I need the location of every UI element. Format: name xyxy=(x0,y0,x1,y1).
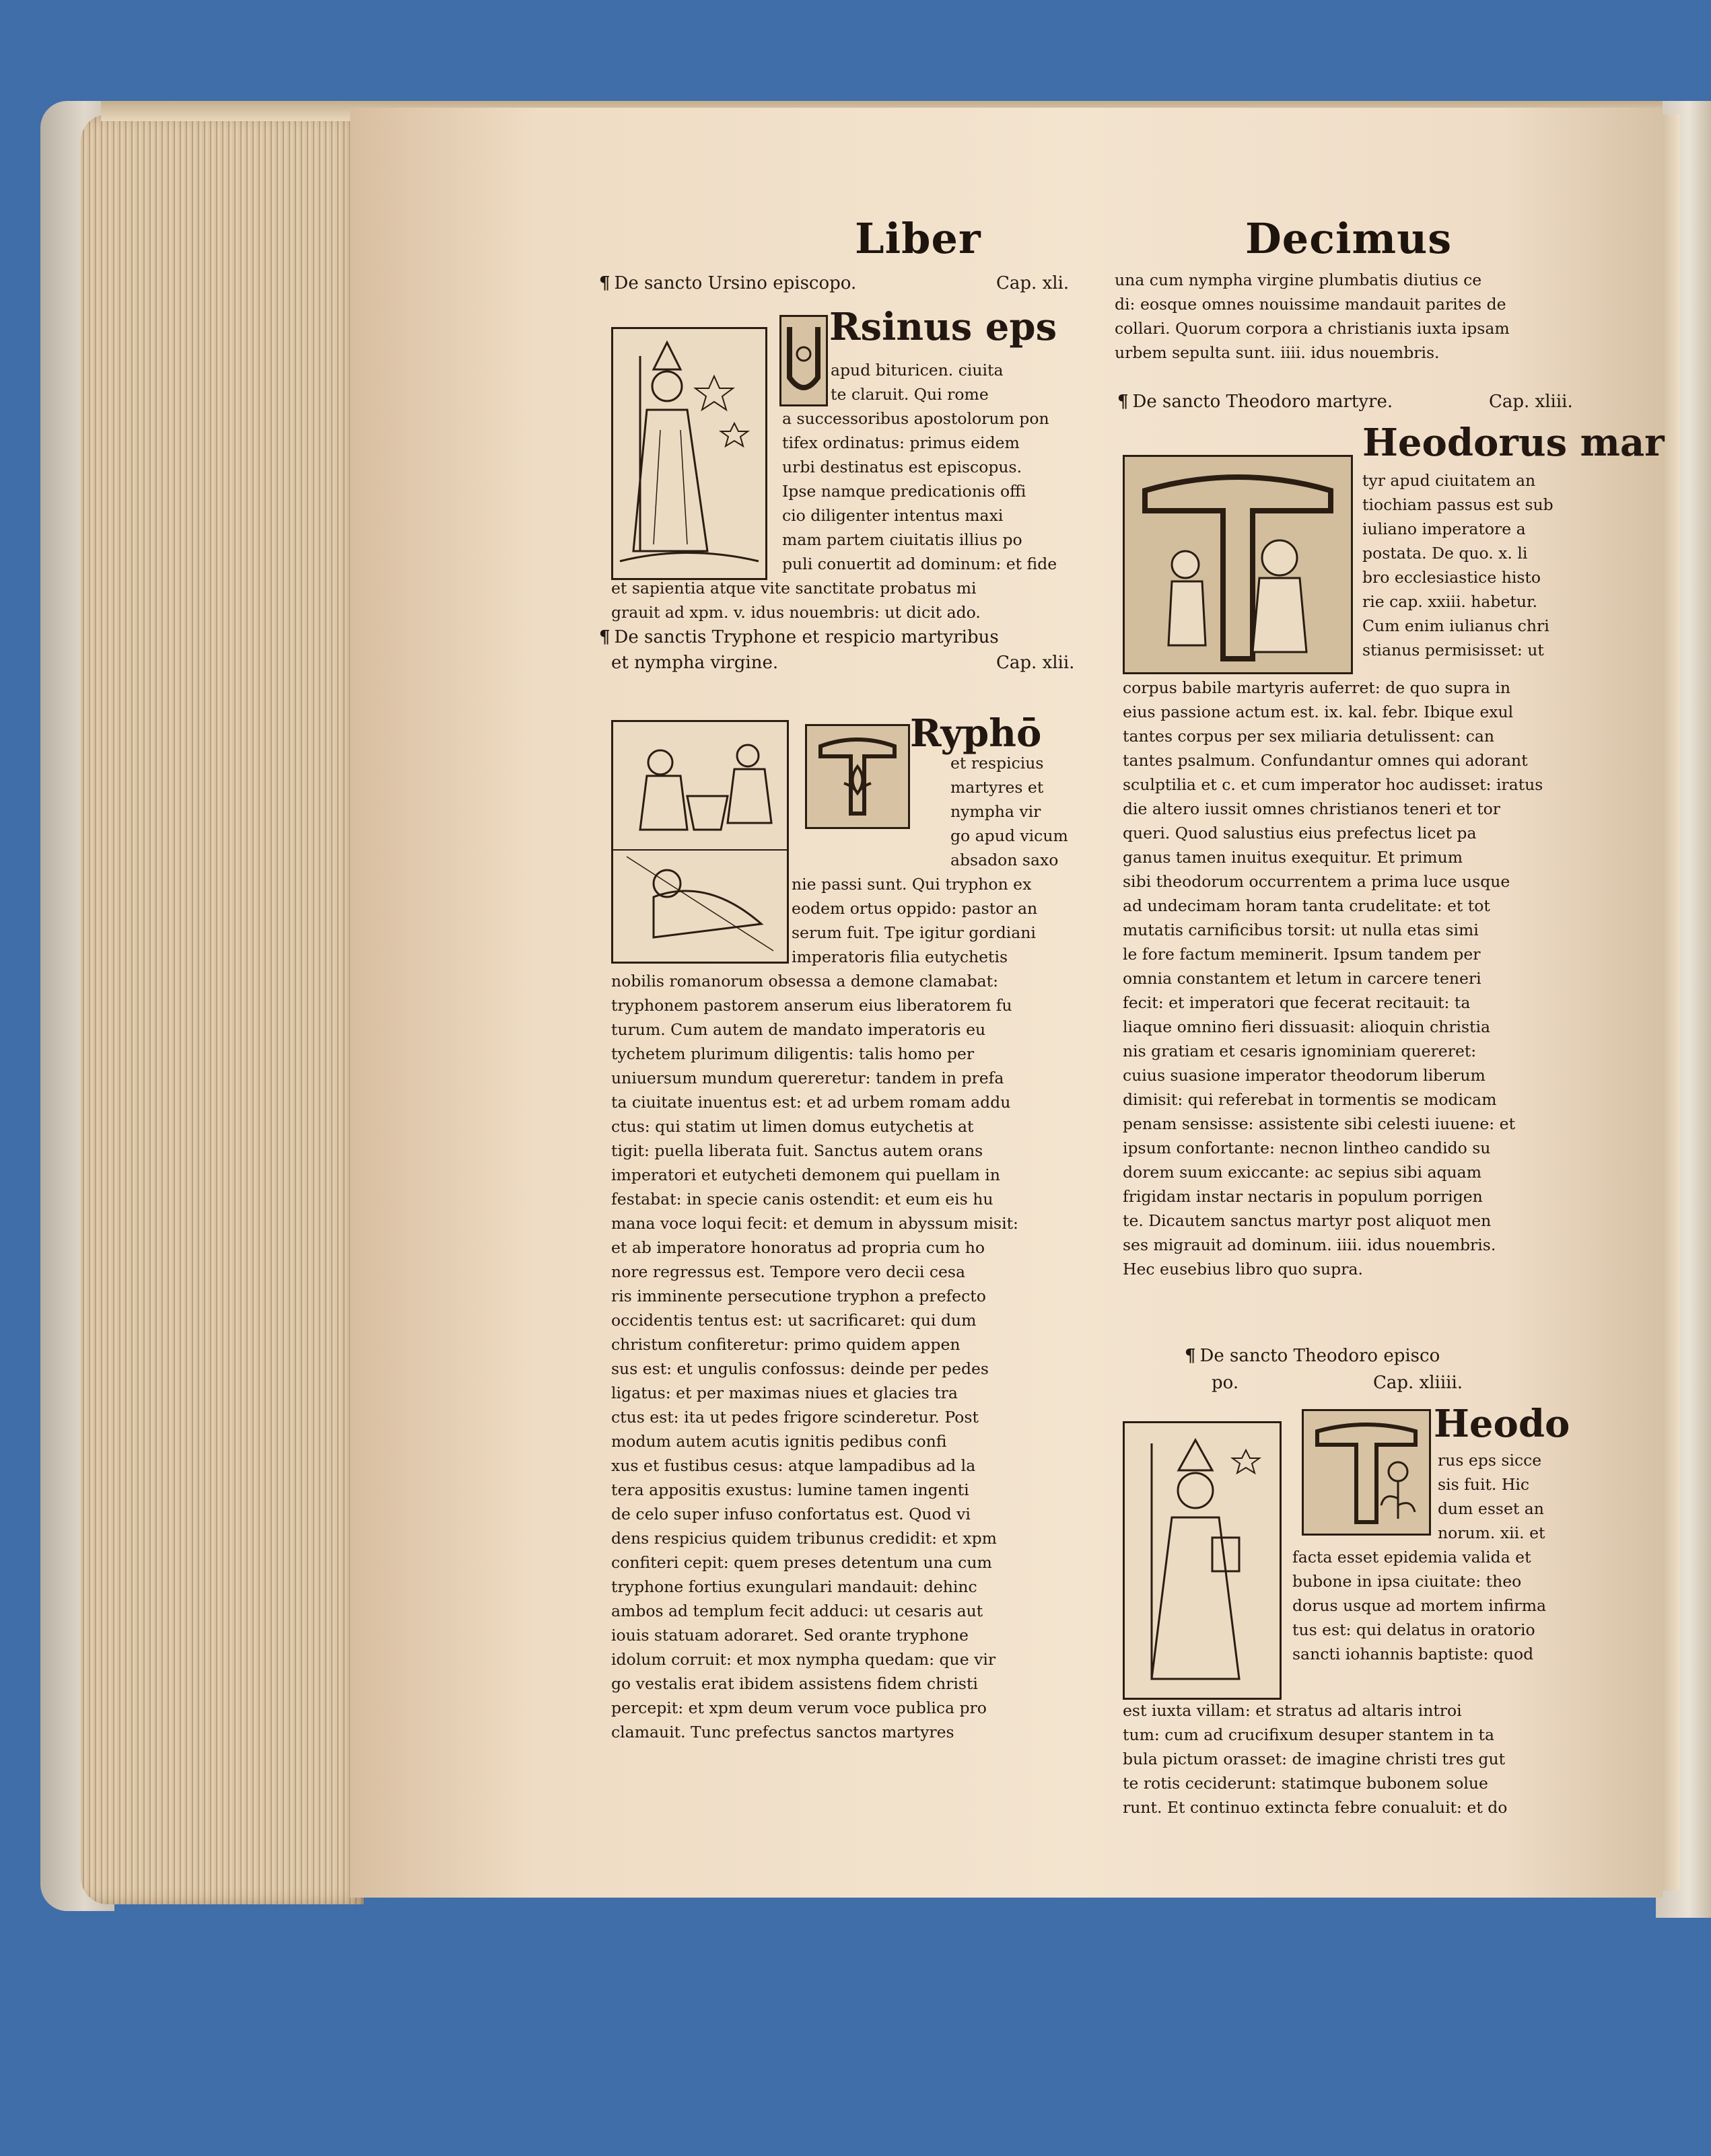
text-line: grauit ad xpm. v. idus nouembris: ut dicit ado. xyxy=(611,603,981,622)
text-line: ris imminente persecutione tryphon a prefecto xyxy=(611,1287,986,1305)
text-line: tantes psalmum. Confundantur omnes qui adorant xyxy=(1123,751,1528,770)
rubric-ch44-title-1: De sancto Theodoro episco xyxy=(1199,1346,1440,1366)
text-line: te rotis ceciderunt: statimque bubonem solue xyxy=(1123,1774,1488,1793)
text-line: nie passi sunt. Qui tryphon ex xyxy=(792,875,1032,894)
rubric-ch41-cap: Cap. xli. xyxy=(996,273,1070,293)
text-line: go vestalis erat ibidem assistens fidem christi xyxy=(611,1674,978,1693)
text-ch44-narrow xyxy=(1438,1448,1545,1545)
text-line: tus est: qui delatus in oratorio xyxy=(1292,1620,1535,1639)
text-line: bubone in ipsa ciuitate: theo xyxy=(1292,1572,1522,1591)
woodcut-initial-t-theodorus xyxy=(1123,455,1353,674)
opening-words-ch41: Rsinus eps xyxy=(829,305,1057,349)
bishop-figure-icon xyxy=(613,329,765,578)
text-line: ambos ad templum fecit adduci: ut cesaris aut xyxy=(611,1602,983,1620)
text-line: te. Dicautem sanctus martyr post aliquot men xyxy=(1123,1211,1492,1230)
text-line: sibi theodorum occurrentem a prima luce usque xyxy=(1123,872,1510,891)
text-line: sancti iohannis baptiste: quod xyxy=(1292,1645,1534,1663)
text-line: rie cap. xxiii. habetur. xyxy=(1362,592,1538,611)
text-line: tiochiam passus est sub xyxy=(1362,495,1553,514)
text-line: die altero iussit omnes christianos teneri et tor xyxy=(1123,799,1501,818)
text-line: eius passione actum est. ix. kal. febr. Ibique exul xyxy=(1123,703,1514,721)
text-line: urbem sepulta sunt. iiii. idus nouembris. xyxy=(1115,343,1440,362)
text-line: sis fuit. Hic xyxy=(1438,1475,1530,1494)
text-line: puli conuertit ad dominum: et fide xyxy=(782,554,1057,573)
bishop-with-book-icon xyxy=(1125,1423,1280,1698)
text-line: stianus permisisset: ut xyxy=(1362,641,1544,659)
text-line: Cum enim iulianus chri xyxy=(1362,616,1549,635)
text-line: mam partem ciuitatis illius po xyxy=(782,530,1022,549)
rubric-ch43 xyxy=(1117,389,1393,415)
text-line: et sapientia atque vite sanctitate probatus mi xyxy=(611,579,977,598)
text-line: Hec eusebius libro quo supra. xyxy=(1123,1260,1363,1279)
rubric-ch44-cap: Cap. xliiii. xyxy=(1373,1373,1463,1393)
text-line: postata. De quo. x. li xyxy=(1362,544,1528,563)
text-line: nis gratiam et cesaris ignominiam quereret: xyxy=(1123,1042,1477,1061)
text-line: dum esset an xyxy=(1438,1499,1544,1518)
text-line: urbi destinatus est episcopus. xyxy=(782,458,1022,476)
text-line: ta ciuitate inuentus est: et ad urbem romam addu xyxy=(611,1093,1011,1112)
text-ch44-mid xyxy=(1292,1545,1546,1666)
rubric-ch41-title: De sancto Ursino episcopo. xyxy=(614,273,857,293)
text-line: te claruit. Qui rome xyxy=(831,385,989,404)
text-line: tifex ordinatus: primus eidem xyxy=(782,433,1020,452)
text-line: di: eosque omnes nouissime mandauit parites de xyxy=(1115,295,1506,314)
text-line: tantes corpus per sex miliaria detulissent: can xyxy=(1123,727,1494,746)
text-line: sculptilia et c. et cum imperator hoc audisset: iratus xyxy=(1123,775,1543,794)
opening-words-ch44: Heodo xyxy=(1434,1402,1570,1446)
text-line: ligatus: et per maximas niues et glacies tra xyxy=(611,1384,958,1402)
text-line: tryphone fortius exungulari mandauit: dehinc xyxy=(611,1577,977,1596)
text-line: modum autem acutis ignitis pedibus confi xyxy=(611,1432,947,1451)
rubric-ch44 xyxy=(1185,1343,1440,1369)
text-line: nobilis romanorum obsessa a demone clamabat: xyxy=(611,972,999,991)
text-line: et ab imperatore honoratus ad propria cum ho xyxy=(611,1238,985,1257)
text-line: ganus tamen inuitus exequitur. Et primum xyxy=(1123,848,1463,867)
pilcrow-icon: ¶ xyxy=(599,273,610,293)
text-line: norum. xii. et xyxy=(1438,1523,1545,1542)
text-line: bro ecclesiastice histo xyxy=(1362,568,1541,587)
text-line: clamauit. Tunc prefectus sanctos martyres xyxy=(611,1723,954,1741)
pilcrow-icon: ¶ xyxy=(1185,1346,1196,1366)
text-line: cio diligenter intentus maxi xyxy=(782,506,1004,525)
text-line: collari. Quorum corpora a christianis iuxta ipsam xyxy=(1115,319,1510,338)
text-line: liaque omnino fieri dissuasit: alioquin christia xyxy=(1123,1017,1491,1036)
text-line: a successoribus apostolorum pon xyxy=(782,409,1049,428)
text-ch42-wide xyxy=(611,969,1018,1744)
text-line: corpus babile martyris auferret: de quo supra in xyxy=(1123,678,1511,697)
text-line: bula pictum orasset: de imagine christi tres gut xyxy=(1123,1750,1506,1768)
text-line: facta esset epidemia valida et xyxy=(1292,1548,1531,1567)
rubric-ch42-title-2: et nympha virgine. xyxy=(611,653,779,673)
pilcrow-icon: ¶ xyxy=(1117,392,1129,412)
running-head-left: Liber xyxy=(855,214,981,263)
text-line: percepit: et xpm deum verum voce publica pro xyxy=(611,1698,987,1717)
text-line: le fore factum meminerit. Ipsum tandem per xyxy=(1123,945,1481,964)
text-ch41 xyxy=(782,358,1057,576)
text-line: martyres et xyxy=(950,778,1044,797)
text-line: nore regressus est. Tempore vero decii cesa xyxy=(611,1262,965,1281)
text-line: omnia constantem et letum in carcere teneri xyxy=(1123,969,1481,988)
text-line: eodem ortus oppido: pastor an xyxy=(792,899,1038,918)
text-line: runt. Et continuo extincta febre conualuit: et do xyxy=(1123,1798,1508,1817)
text-line: dorus usque ad mortem infirma xyxy=(1292,1596,1546,1615)
text-line: tryphonem pastorem anserum eius liberatorem fu xyxy=(611,996,1012,1015)
page-fore-edges xyxy=(81,114,363,1904)
text-line: mana voce loqui fecit: et demum in abyssum misit: xyxy=(611,1214,1018,1233)
text-line: ipsum confortante: necnon lintheo candido su xyxy=(1123,1139,1491,1157)
text-line: serum fuit. Tpe igitur gordiani xyxy=(792,923,1036,942)
text-line: de celo super infuso confortatus est. Quod vi xyxy=(611,1505,971,1523)
text-line: festabat: in specie canis ostendit: et eum eis hu xyxy=(611,1190,993,1209)
rubric-ch42-cap: Cap. xlii. xyxy=(996,653,1075,673)
text-line: absadon saxo xyxy=(950,851,1059,869)
text-line: una cum nympha virgine plumbatis diutius ce xyxy=(1115,271,1482,289)
text-line: idolum corruit: et mox nympha quedam: que vir xyxy=(611,1650,996,1669)
woodcut-martyrdom xyxy=(611,720,789,964)
text-line: confiteri cepit: quem preses detentum una cum xyxy=(611,1553,992,1572)
text-line: christum confiteretur: primo quidem appen xyxy=(611,1335,961,1354)
rubric-ch42 xyxy=(599,624,999,650)
woodcut-saint-theodore-bishop xyxy=(1123,1421,1282,1700)
text-line: cuius suasione imperator theodorum liberum xyxy=(1123,1066,1486,1085)
historiated-initial-icon xyxy=(1125,457,1351,672)
text-line: sus est: et ungulis confossus: deinde per pedes xyxy=(611,1359,989,1378)
text-line: ad undecimam horam tanta crudelitate: et tot xyxy=(1123,896,1490,915)
running-head-right: Decimus xyxy=(1245,214,1453,263)
text-line: imperatori et eutycheti demonem qui puellam in xyxy=(611,1165,1000,1184)
text-ch42-narrow xyxy=(950,751,1068,872)
text-line: tigit: puella liberata fuit. Sanctus autem orans xyxy=(611,1141,983,1160)
text-line: turum. Cum autem de mandato imperatoris eu xyxy=(611,1020,986,1039)
rubric-ch42-title-1: De sanctis Tryphone et respicio martyribus xyxy=(614,627,999,647)
text-line: et respicius xyxy=(950,754,1044,772)
rubric-ch43-title: De sancto Theodoro martyre. xyxy=(1132,392,1393,412)
text-ch42-continuation xyxy=(1115,268,1510,365)
opening-words-ch43: Heodorus mar xyxy=(1362,421,1665,465)
text-line: iouis statuam adoraret. Sed orante tryphone xyxy=(611,1626,969,1645)
text-line: imperatoris filia eutychetis xyxy=(792,947,1008,966)
text-line: nympha vir xyxy=(950,802,1041,821)
fleur-initial-icon xyxy=(807,726,908,827)
initial-t-capital xyxy=(805,724,910,829)
text-ch44-wide xyxy=(1123,1698,1507,1820)
text-line: tychetem plurimum diligentis: talis homo per xyxy=(611,1044,975,1063)
text-ch43-wide xyxy=(1123,676,1543,1281)
text-line: occidentis tentus est: ut sacrificaret: qui dum xyxy=(611,1311,977,1330)
text-line: queri. Quod salustius eius prefectus licet pa xyxy=(1123,824,1477,842)
woodcut-saint-ursinus xyxy=(611,327,767,580)
text-line: go apud vicum xyxy=(950,826,1068,845)
rubric-ch43-cap: Cap. xliii. xyxy=(1489,392,1573,412)
text-line: ses migrauit ad dominum. iiii. idus nouembris. xyxy=(1123,1235,1496,1254)
text-line: uniuersum mundum quereretur: tandem in prefa xyxy=(611,1069,1004,1087)
text-line: penam sensisse: assistente sibi celesti iuuene: et xyxy=(1123,1114,1516,1133)
text-line: est iuxta villam: et stratus ad altaris introi xyxy=(1123,1701,1462,1720)
flower-initial-icon xyxy=(1304,1411,1429,1534)
text-line: dens respicius quidem tribunus credidit: et xpm xyxy=(611,1529,997,1548)
text-ch42-mid xyxy=(792,872,1037,969)
rubric-ch44-title-2: po. xyxy=(1212,1373,1239,1393)
pilcrow-icon: ¶ xyxy=(599,627,610,647)
text-line: mutatis carnificibus torsit: ut nulla etas simi xyxy=(1123,921,1479,939)
text-line: tera appositis exustus: lumine tamen ingenti xyxy=(611,1480,969,1499)
text-ch41-wide xyxy=(611,576,981,624)
text-line: tum: cum ad crucifixum desuper stantem in ta xyxy=(1123,1725,1494,1744)
text-line: Ipse namque predicationis offi xyxy=(782,482,1026,501)
text-line: ctus: qui statim ut limen domus eutychetis at xyxy=(611,1117,974,1136)
rubric-ch41 xyxy=(599,271,856,296)
text-line: fecit: et imperatori que fecerat recitauit: ta xyxy=(1123,993,1471,1012)
text-line: iuliano imperatore a xyxy=(1362,519,1526,538)
initial-t-flower-capital xyxy=(1302,1409,1431,1536)
text-ch43-narrow xyxy=(1362,468,1553,662)
text-line: dimisit: qui referebat in tormentis se modicam xyxy=(1123,1090,1497,1109)
opening-words-ch42: Ryphō xyxy=(910,711,1042,756)
text-line: xus et fustibus cesus: atque lampadibus ad la xyxy=(611,1456,976,1475)
text-line: apud bituricen. ciuita xyxy=(831,361,1004,380)
text-line: dorem suum exiccante: ac sepius sibi aquam xyxy=(1123,1163,1481,1182)
text-line: rus eps sicce xyxy=(1438,1451,1542,1470)
martyrdom-scene-icon xyxy=(613,722,787,962)
text-line: frigidam instar nectaris in populum porrigen xyxy=(1123,1187,1483,1206)
text-line: ctus est: ita ut pedes frigore scinderetur. Post xyxy=(611,1408,979,1427)
text-line: tyr apud ciuitatem an xyxy=(1362,471,1536,490)
